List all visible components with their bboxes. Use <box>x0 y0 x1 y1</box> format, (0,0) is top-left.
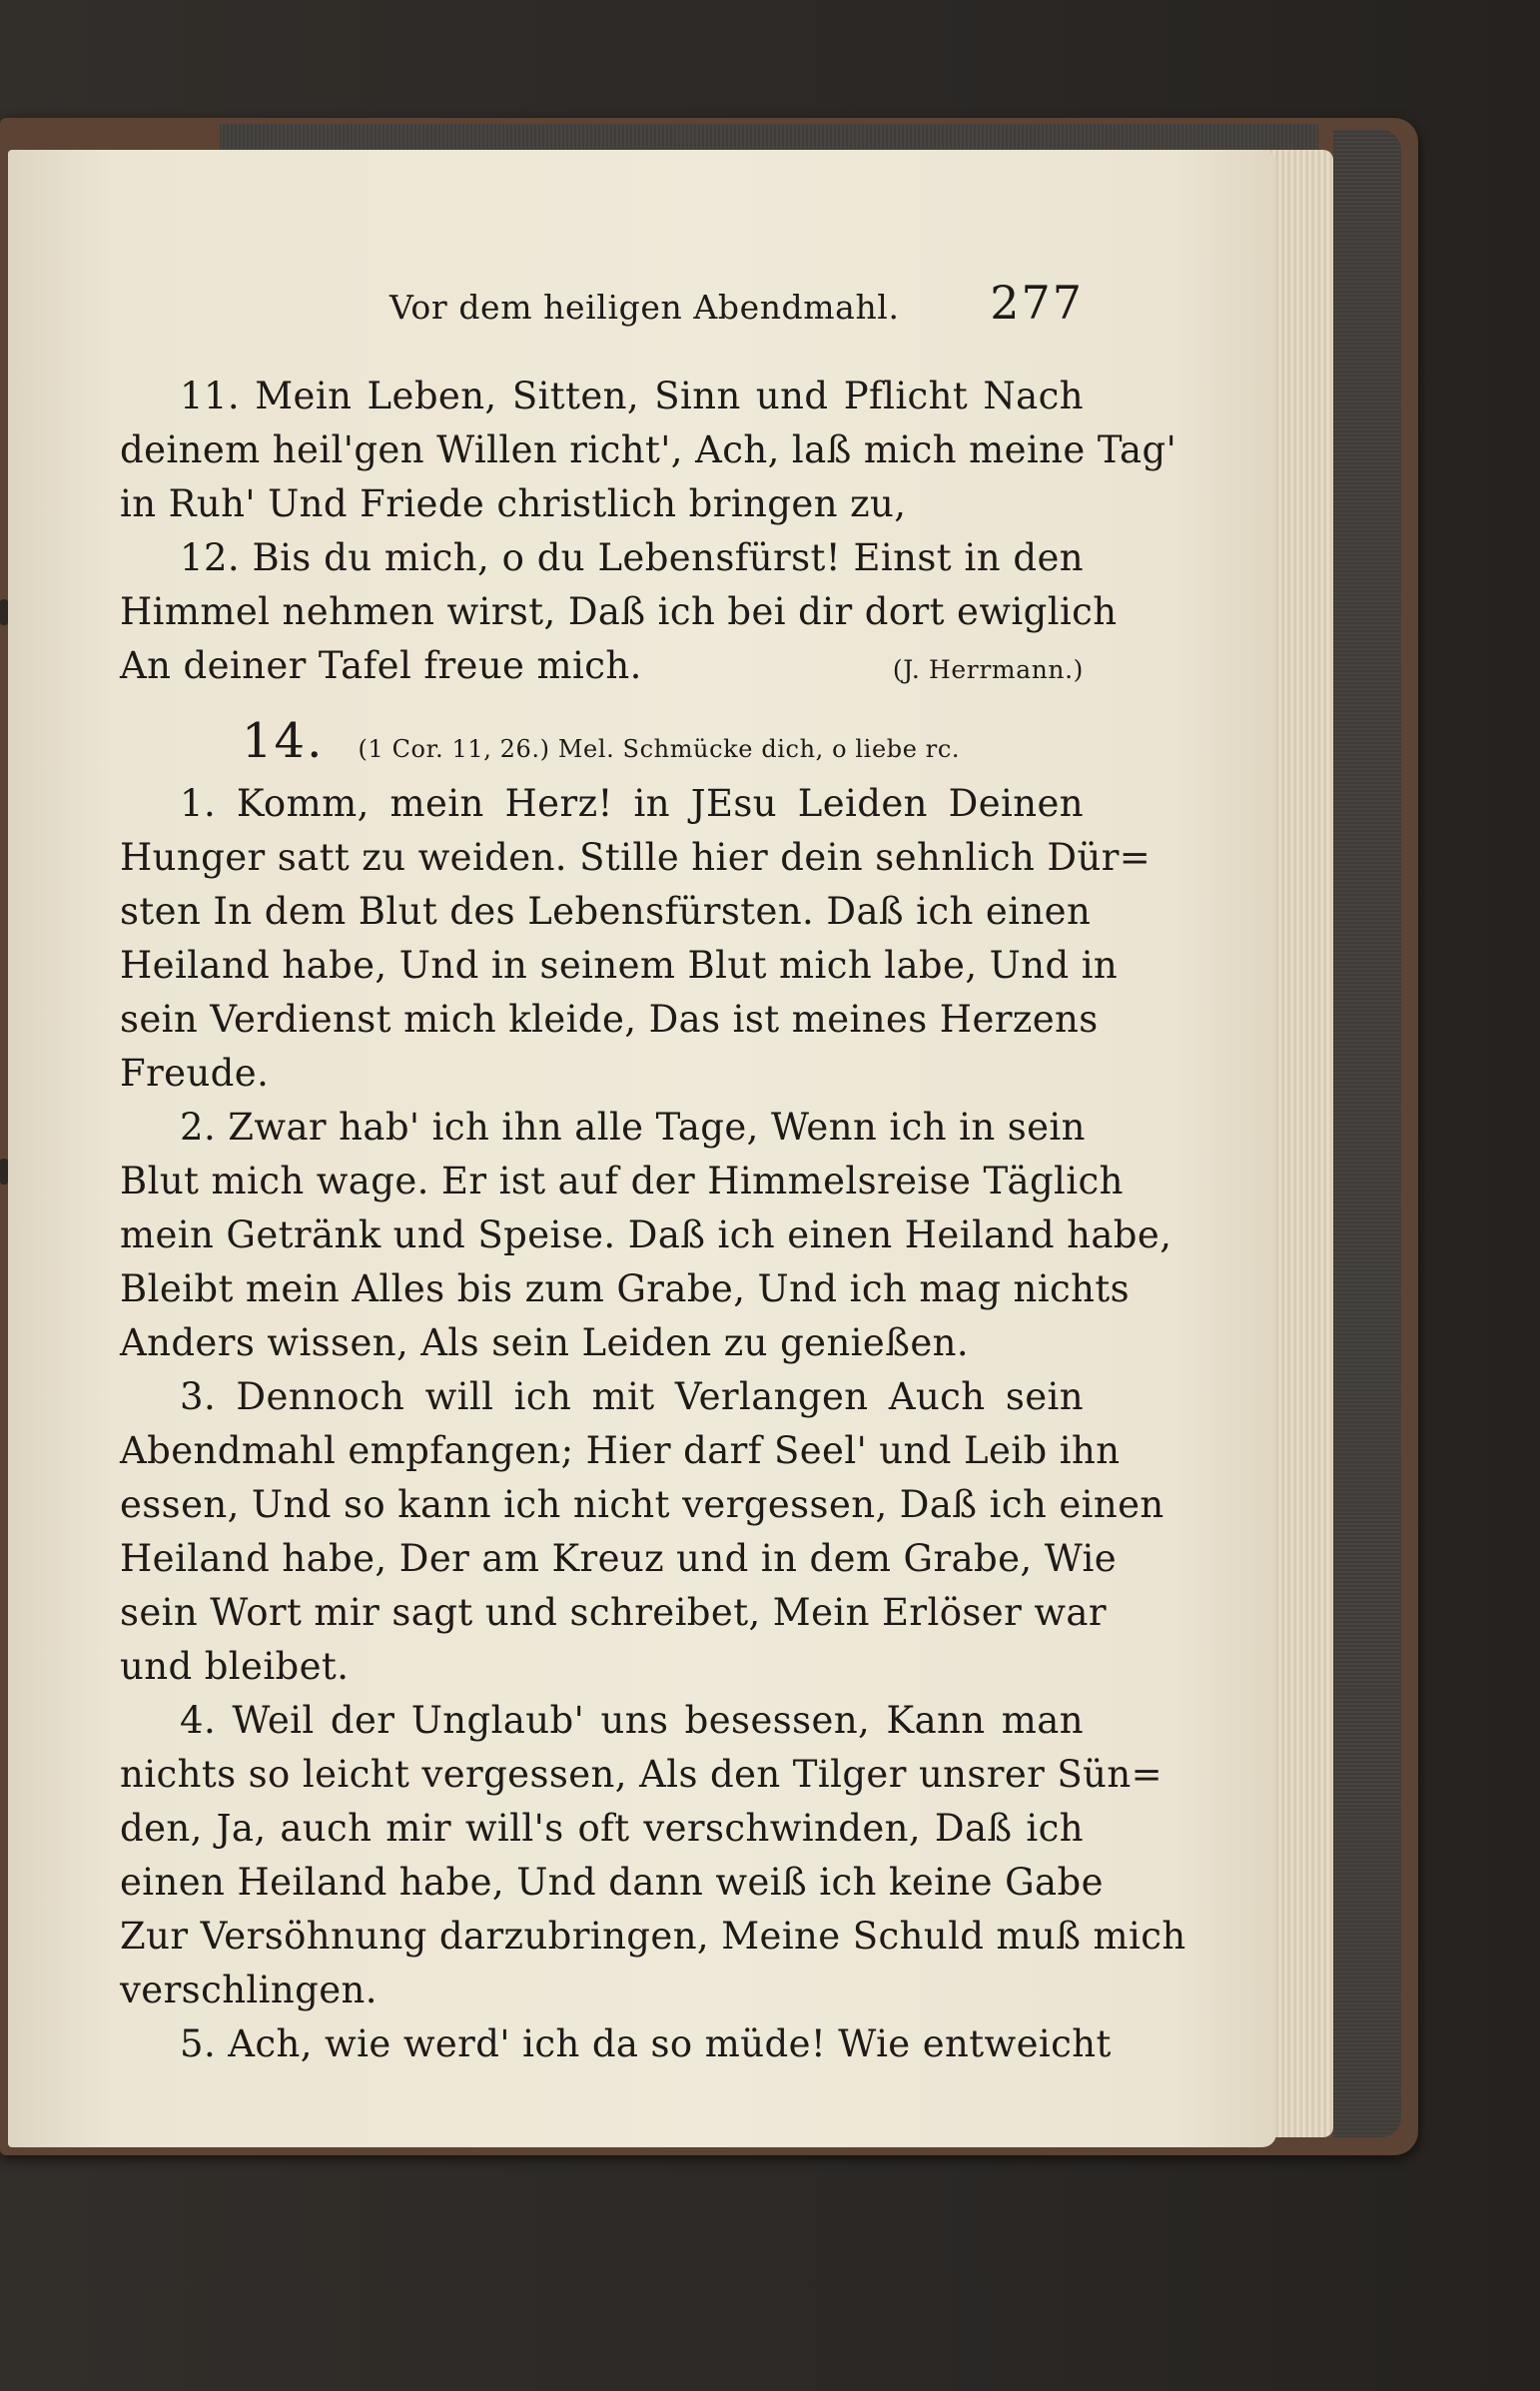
text-line: sein Wort mir sagt und schreibet, Mein Erlöser war <box>120 1591 1107 1634</box>
hymn-heading <box>120 693 1084 777</box>
text-line: deinem heil'gen Willen richt', Ach, laß mich meine Tag' <box>120 428 1177 471</box>
text-line: Abendmahl empfangen; Hier darf Seel' und Leib ihn <box>120 1429 1121 1472</box>
text-line: und bleibet. <box>120 1645 350 1688</box>
hymn-melody-note: (1 Cor. 11, 26.) Mel. Schmücke dich, o liebe rc. <box>358 735 961 763</box>
body-text <box>120 370 1186 2071</box>
text-line: 4. Weil der Unglaub' uns besessen, Kann man <box>180 1699 1084 1742</box>
hymn-author: (J. Herrmann.) <box>892 655 1084 684</box>
text-line: Heiland habe, Der am Kreuz und in dem Grabe, Wie <box>120 1537 1118 1580</box>
text-line <box>120 639 1084 693</box>
book-spine-cloth <box>1333 130 1401 2137</box>
text-line: sein Verdienst mich kleide, Das ist meines Herzens <box>120 998 1099 1041</box>
text-line: essen, Und so kann ich nicht vergessen, Daß ich einen <box>120 1483 1164 1526</box>
text-line: 1. Komm, mein Herz! in JEsu Leiden Deinen <box>180 782 1084 825</box>
text-line: Freude. <box>120 1052 270 1095</box>
text-line: Hunger satt zu weiden. Stille hier dein sehnlich Dür= <box>120 836 1152 879</box>
text-line: Heiland habe, Und in seinem Blut mich labe, Und in <box>120 944 1119 987</box>
text-line: Anders wissen, Als sein Leiden zu genießen. <box>120 1321 970 1364</box>
text-line: 11. Mein Leben, Sitten, Sinn und Pflicht Nach <box>180 375 1084 417</box>
text-line-content: An deiner Tafel freue mich. <box>120 644 642 687</box>
text-line: Blut mich wage. Er ist auf der Himmelsreise Täglich <box>120 1160 1124 1202</box>
text-line: mein Getränk und Speise. Daß ich einen Heiland habe, <box>120 1213 1172 1256</box>
page-number: 277 <box>990 276 1084 330</box>
margin-mark <box>0 1159 8 1185</box>
text-line: Zur Versöhnung darzubringen, Meine Schuld muß mich <box>120 1915 1186 1958</box>
running-head <box>120 270 1084 330</box>
text-line: den, Ja, auch mir will's oft verschwinden, Daß ich <box>120 1807 1084 1850</box>
text-line: 2. Zwar hab' ich ihn alle Tage, Wenn ich in sein <box>180 1106 1086 1149</box>
running-head-title: Vor dem heiligen Abendmahl. <box>389 288 900 327</box>
hymn-verses <box>120 777 1186 2071</box>
text-line: 3. Dennoch will ich mit Verlangen Auch sein <box>180 1375 1084 1418</box>
text-line: einen Heiland habe, Und dann weiß ich keine Gabe <box>120 1861 1104 1904</box>
text-line: 5. Ach, wie werd' ich da so müde! Wie entweicht <box>180 2022 1112 2065</box>
text-line: sten In dem Blut des Lebensfürsten. Daß ich einen <box>120 890 1092 933</box>
text-line: Bleibt mein Alles bis zum Grabe, Und ich mag nichts <box>120 1267 1131 1310</box>
text-line: 12. Bis du mich, o du Lebensfürst! Einst in den <box>180 536 1084 579</box>
text-line: verschlingen. <box>120 1969 378 2011</box>
text-line: in Ruh' Und Friede christlich bringen zu, <box>120 482 907 525</box>
hymn-number: 14. <box>242 713 325 769</box>
previous-hymn-verses <box>120 370 1177 639</box>
margin-mark <box>0 599 8 625</box>
text-line: nichts so leicht vergessen, Als den Tilger unsrer Sün= <box>120 1753 1163 1796</box>
text-line: Himmel nehmen wirst, Daß ich bei dir dort ewiglich <box>120 590 1118 633</box>
